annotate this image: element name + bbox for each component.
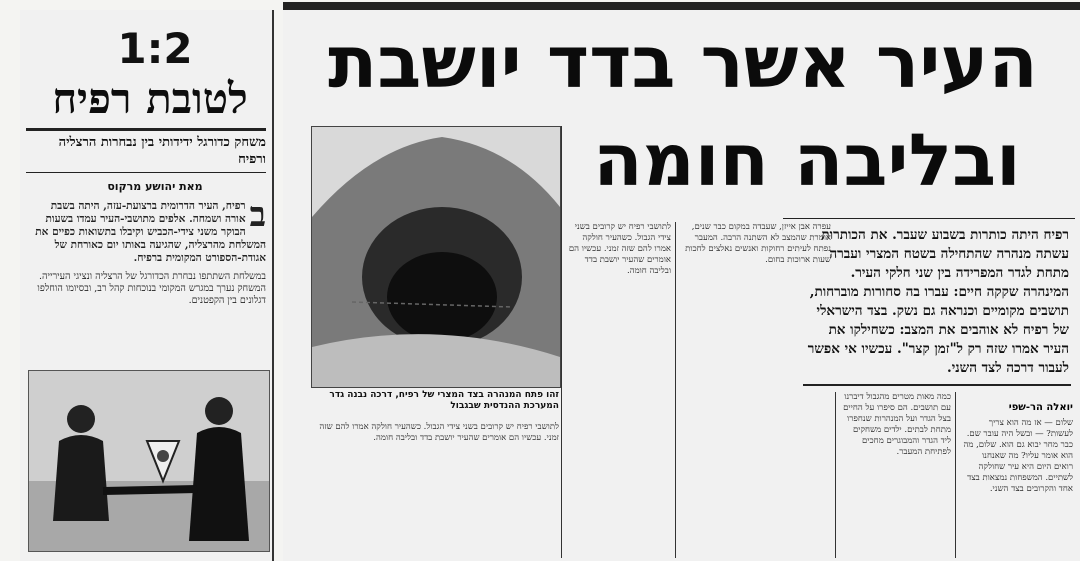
- headline-rule: [26, 128, 266, 131]
- left-article-body: [30, 195, 266, 307]
- right-lead-paragraph: רפיח היתה כותרות בשבוע שעבר. את הכותרות עשתה מנהרה שהתחילה בשטח המצרי ועברה מתחת לגדר המפרידה בין שני חלקי העיר. המינהרה שקקה חיים: עברו בה סחורות מוברחות, תושבים מקומיים וכנראה גם נשק. בצד הישראלי של רפיח לא אוהבים את המצב: כשחילקו את העיר אמרו שזה רק ל"זמן קצר". עכשיו אי אפשר לעבור דרכה לצד השני.: [807, 227, 1069, 376]
- left-lead-text: רפיח, העיר הדרומית ברצועת-עזה, היתה בשבת אורה ושמחה. אלפים מתושבי-העיר עמדו בשעות הבוקר משני צידי-הכביש וקיבלו בתשואות כפיים את המשלחת מהרצליה, שהגיעה באותו יום כאורחת של אגודת-הספורט המקומית ברפיח.: [35, 200, 266, 264]
- handshake-photo-illustration: [29, 371, 269, 551]
- subhead-rule: [26, 172, 266, 173]
- column-divider: [835, 392, 836, 558]
- column-divider: [675, 222, 676, 558]
- column-divider: [955, 392, 956, 558]
- column-divider: [561, 126, 562, 558]
- left-photo-handshake: [28, 370, 270, 552]
- article-column-5: לתושבי רפיח יש קרובים בשני צידי הגבול. כשהעיר חולקה אמרו להם שזה זמני. עכשיו הם אומרים שהעיר יושבת בדד ובליבה חומה.: [319, 422, 559, 443]
- article-column-3: עפרה אבן אייזן, שעבדה במקום כבר שנים, אומרת שהמצב לא השתנה הרבה. המעבר נפתח לעיתים רחוקות ואנשים נאלצים לחכות שעות ארוכות בחום.: [685, 222, 831, 265]
- right-headline-line2: ובליבה חומה: [593, 118, 1021, 202]
- right-author: יואלה הר-שפי: [1008, 402, 1073, 413]
- left-byline: מאת יהושע מרקוס: [107, 180, 203, 193]
- left-newspaper-clipping: [20, 10, 274, 561]
- left-lead-paragraph: [30, 195, 266, 265]
- article-column-4: לתושבי רפיח יש קרובים בשני צידי הגבול. כשהעיר חולקה אמרו להם שזה זמני. עכשיו הם אומרים שהעיר יושבת בדד ובליבה חומה.: [568, 222, 671, 276]
- left-headline: לטובת רפיח: [52, 74, 248, 123]
- lead-top-rule: [783, 218, 1075, 219]
- top-frame-rule: [283, 2, 1080, 10]
- right-newspaper-clipping: [283, 2, 1080, 561]
- right-headline-line1: העיר אשר בדד יושבת: [328, 20, 1038, 104]
- left-subheadline: משחק כדורגל ידידותי בין נבחרות הרצליה ורפיח: [58, 135, 266, 167]
- tunnel-photo: [311, 126, 561, 388]
- tunnel-photo-illustration: [312, 127, 560, 387]
- dropcap: ב: [249, 195, 266, 235]
- score-headline: 1:2: [117, 24, 193, 73]
- left-body-text: במשלחת השתתפו נבחרת הכדורגל של הרצליה ונציגי העירייה. המשחק נערך במגרש המקומי בנוכחות קהל רב, ובסיומו הוחלפו דגלונים בין הקפטנים.: [37, 271, 266, 306]
- lead-bottom-rule: [803, 384, 1071, 386]
- article-column-1: שלום — אז מה הוא צריך לעשות? — ובשל היה עובר שם. כבר מחר יבוא גם הוא. שלום, מה הוא אומר עליו? מה שאנחנו רואים היום היא עיר שחולקה לשתיים. המשפחות נמצאות בצד אחד והקרובים בצד השני.: [963, 418, 1073, 494]
- tunnel-photo-caption: זהו פתח המנהרה בצד המצרי של רפיח, דרכה נבנה גדר המערכת ההנדסית שבגבול: [329, 390, 559, 411]
- article-column-2: כמה מאות מטרים מהגבול דיברנו עם תושבים. הם סיפרו על החיים בצל הגדר ועל המנהרות שנחפרו מתחת לבתים. ילדים משחקים ליד הגדר והמבוגרים מחכים לפתיחת המעבר.: [843, 392, 951, 457]
